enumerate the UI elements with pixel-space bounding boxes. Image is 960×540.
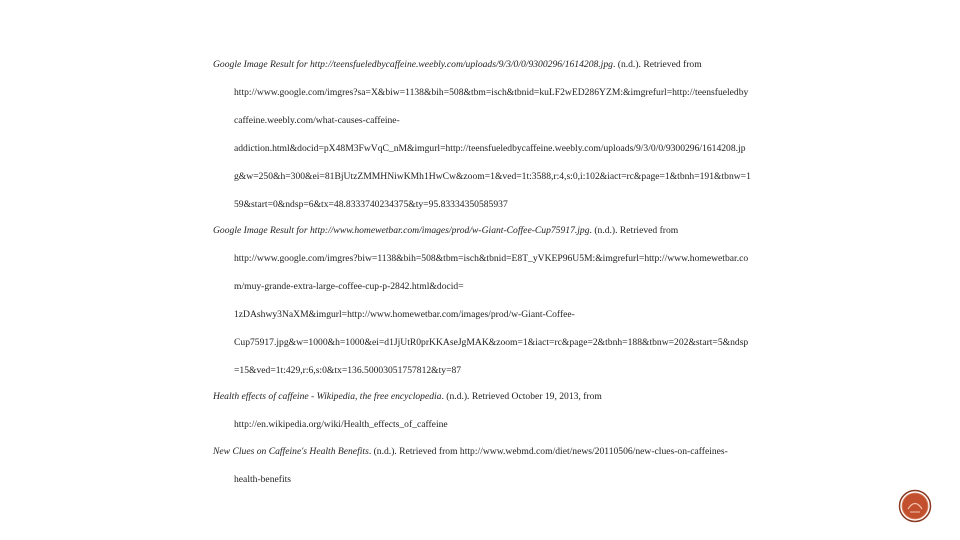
reference-2-line-5: Cup75917.jpg&w=1000&h=1000&ei=d1JjUtR0prKKAseJgMAK&zoom=1&iact=rc&page=2&tbnh=188&tbnw=202&start=5&ndsp xyxy=(234,337,749,348)
reference-4-after-title: . (n.d.). Retrieved from http://www.webmd.com/diet/news/20110506/new-clues-on-caffeines- xyxy=(368,446,728,457)
reference-2-line-6: =15&ved=1t:429,r:6,s:0&tx=136.50003051757812&ty=87 xyxy=(234,365,462,376)
reference-1-line-6: 59&start=0&ndsp=6&tx=48.8333740234375&ty=95.83334350585937 xyxy=(234,199,508,210)
circular-logo-icon xyxy=(898,489,932,523)
reference-4-line-1 xyxy=(213,446,728,458)
reference-4-line-2: health-benefits xyxy=(234,474,292,485)
reference-2-after-title: . (n.d.). Retrieved from xyxy=(589,225,679,236)
reference-1-title: Google Image Result for http://teensfueledbycaffeine.weebly.com/uploads/9/3/0/0/9300296/1614208.jpg xyxy=(213,59,613,70)
reference-2-line-1 xyxy=(213,225,678,237)
reference-1-line-4: addiction.html&docid=pX48M3FwVqC_nM&imgurl=http://teensfueledbycaffeine.weebly.com/uploads/9/3/0/0/9300296/1614208.jp xyxy=(234,143,746,154)
reference-3-line-2: http://en.wikipedia.org/wiki/Health_effects_of_caffeine xyxy=(234,419,448,430)
reference-2-title: Google Image Result for http://www.homewetbar.com/images/prod/w-Giant-Coffee-Cup75917.jpg xyxy=(213,225,590,236)
reference-1-line-5: g&w=250&h=300&ei=81BjUtzZMMHNiwKMh1HwCw&zoom=1&ved=1t:3588,r:4,s:0,i:102&iact=rc&page=1&tbnh=191&tbnw=1 xyxy=(234,171,751,182)
reference-1-line-1 xyxy=(213,59,702,71)
reference-4-title: New Clues on Caffeine's Health Benefits xyxy=(213,446,369,457)
reference-3-title: Health effects of caffeine - Wikipedia, the free encyclopedia xyxy=(213,391,442,402)
reference-3-after-title: . (n.d.). Retrieved October 19, 2013, from xyxy=(441,391,602,402)
reference-3-line-1 xyxy=(213,391,602,403)
reference-2-line-4: 1zDAshwy3NaXM&imgurl=http://www.homewetbar.com/images/prod/w-Giant-Coffee- xyxy=(234,309,575,320)
reference-1-line-2: http://www.google.com/imgres?sa=X&biw=1138&bih=508&tbm=isch&tbnid=kuLF2wED286YZM:&imgrefurl=http://teensfueledby xyxy=(234,87,749,98)
reference-1-after-title: . (n.d.). Retrieved from xyxy=(612,59,702,70)
reference-2-line-3: m/muy-grande-extra-large-coffee-cup-p-2842.html&docid= xyxy=(234,281,464,292)
reference-2-line-2: http://www.google.com/imgres?biw=1138&bih=508&tbm=isch&tbnid=E8T_yVKEP96U5M:&imgrefurl=http://www.homewetbar.co xyxy=(234,253,749,264)
reference-1-line-3: caffeine.weebly.com/what-causes-caffeine- xyxy=(234,115,400,126)
